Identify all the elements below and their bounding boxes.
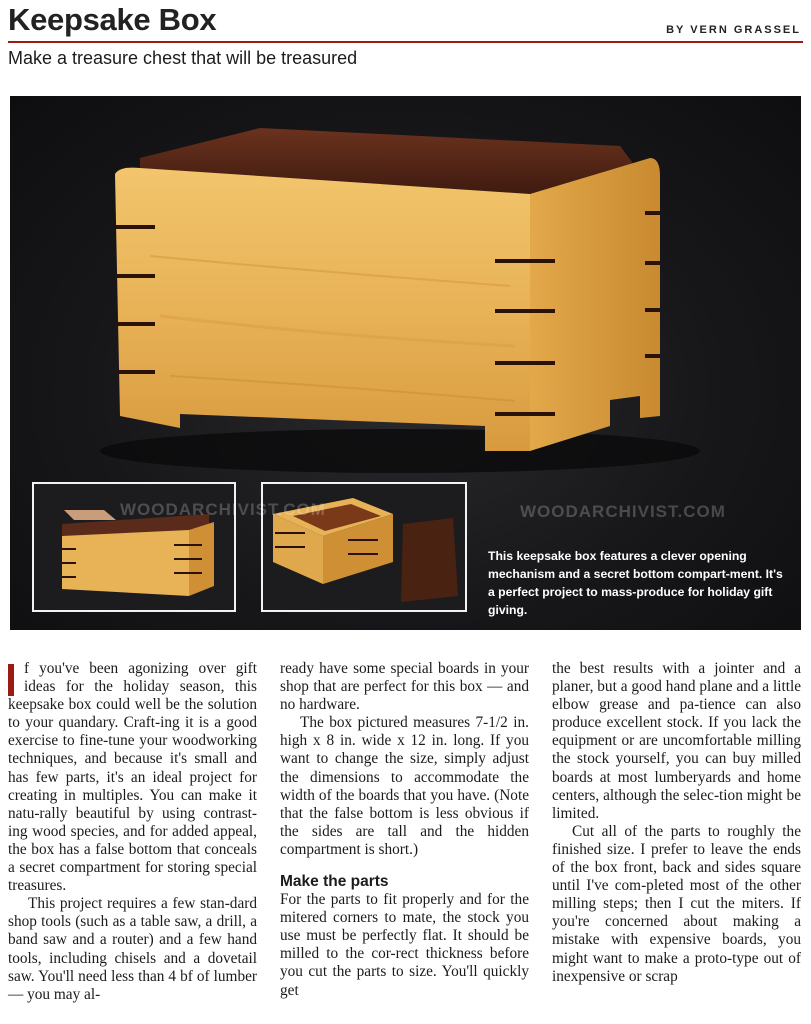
paragraph: The box pictured measures 7-1/2 in. high x 8 in. wide x 12 in. long. If you want to change the size, simply adjust the dimensions to accommodate the width of the boards that you have. (Note that the false bottom is less obvious if the sides are tall and the hidden compartment is short.) — [280, 714, 529, 858]
title-rule — [8, 41, 803, 43]
watermark-right: WOODARCHIVIST.COM — [520, 502, 726, 521]
article-column-2 — [280, 660, 529, 1000]
article-column-3 — [552, 660, 801, 986]
author-byline: BY VERN GRASSEL — [666, 24, 801, 36]
photo-caption: This keepsake box features a clever opening mechanism and a secret bottom compart-ment. It's a perfect project to mass-produce for holiday gift giving. — [488, 549, 783, 617]
paragraph: the best results with a jointer and a planer, but a good hand plane and a little elbow grease and pa-tience can also produce excellent stock. If you lack the equipment or are uncomfortable milling the stock yourself, you can buy milled boards at most lumberyards and home centers, although the selec-tion might be limited. — [552, 660, 801, 822]
paragraph: Cut all of the parts to roughly the finished size. I prefer to leave the ends of the box front, back and sides square until I've com-pleted most of the other milling steps; then I cut the miters. If you're concerned about making a mistake with expensive boards, you might want to make a proto-type out of inexpensive or scrap — [552, 822, 801, 985]
intro-text: f you've been agonizing over gift ideas for the holiday season, this keepsake box could well be the solution to your quandary. Craft-ing it is a good exercise to fine-tune your woodworking techniques, and because it's small and has few parts, it's an ideal project for creating in multiples. You can make it natu-rally beautiful by using contrast-ing wood species, and for added appeal, the box has a false bottom that conceals a secret compartment for storing special treasures. — [8, 660, 257, 895]
article-title: Keepsake Box — [8, 2, 217, 37]
article-subtitle: Make a treasure chest that will be treasured — [8, 48, 358, 68]
drop-cap-bar — [8, 664, 14, 696]
paragraph: ready have some special boards in your shop that are perfect for this box — and no hardware. — [280, 660, 529, 714]
watermark-left: WOODARCHIVIST.COM — [120, 500, 326, 519]
section-heading: Make the parts — [280, 873, 389, 891]
hero-photo — [10, 96, 801, 630]
intro-paragraph — [8, 660, 257, 895]
paragraph: For the parts to fit properly and for the mitered corners to mate, the stock you use must be perfectly flat. It should be milled to the cor-rect thickness before you cut the parts to size. You'll quickly get — [280, 891, 529, 999]
paragraph: This project requires a few stan-dard shop tools (such as a table saw, a drill, a band saw and a router) and a few hand tools, including chisels and a dovetail saw. You'll need less than 4 bf of lumber — you may al- — [8, 895, 257, 1003]
article-column-1 — [8, 660, 257, 1004]
